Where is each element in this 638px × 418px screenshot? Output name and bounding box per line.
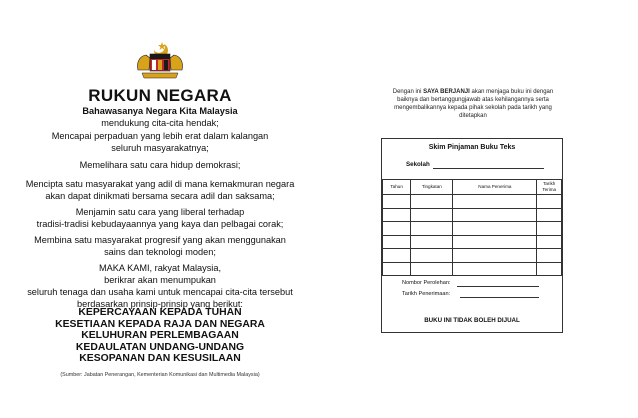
table-cell[interactable]	[537, 262, 562, 276]
acquisition-number-label: Nombor Perolehan:	[402, 280, 451, 286]
column-header: Tarikh Terima	[537, 180, 562, 195]
table-cell[interactable]	[453, 262, 537, 276]
card-title: Skim Pinjaman Buku Teks	[428, 144, 516, 151]
table-cell[interactable]	[453, 195, 537, 209]
table-cell[interactable]	[383, 222, 411, 236]
aim-line: berdasarkan prinsip-prinsip yang berikut:	[77, 299, 243, 309]
table-row	[383, 222, 562, 236]
aim-line: tradisi-tradisi kebudayaannya yang kaya dan pelbagai corak;	[36, 219, 284, 229]
page-title: RUKUN NEGARA	[88, 86, 232, 105]
principle-item: KESETIAAN KEPADA RAJA DAN NEGARA	[55, 318, 265, 330]
aim-3	[0, 178, 320, 202]
aim-line: berikrar akan menumpukan	[104, 275, 216, 285]
aim-line: MAKA KAMI, rakyat Malaysia,	[98, 263, 222, 273]
aim-5	[0, 234, 320, 258]
table-cell[interactable]	[537, 195, 562, 209]
column-header: Tingkatan	[411, 180, 453, 195]
pledge-statement	[382, 88, 564, 120]
table-cell[interactable]	[383, 249, 411, 263]
aim-line: akan dapat dinikmati bersama secara adil dan saksama;	[45, 191, 275, 201]
aim-2	[0, 159, 320, 171]
table-cell[interactable]	[537, 249, 562, 263]
not-for-sale-notice: BUKU INI TIDAK BOLEH DIJUAL	[424, 317, 520, 324]
table-cell[interactable]	[383, 235, 411, 249]
textbook-loan-card	[381, 138, 563, 333]
pledge-suffix: akan menjaga buku ini dengan baiknya dan bertanggungjawab atas kehilangannya serta mengembalikannya kepada pihak sekolah pada tarikh yang ditetapkan	[394, 89, 554, 119]
table-cell[interactable]	[453, 249, 537, 263]
principle-item: KEPERCAYAAN KEPADA TUHAN	[78, 307, 242, 318]
intro-text: mendukung cita-cita hendak;	[101, 118, 219, 128]
principle-item: KELUHURAN PERLEMBAGAAN	[81, 330, 239, 342]
table-row	[383, 249, 562, 263]
table-cell[interactable]	[537, 235, 562, 249]
source-note: (Sumber: Jabatan Penerangan, Kementerian Komunikasi dan Multimedia Malaysia)	[60, 372, 260, 378]
column-header: Tahun	[383, 180, 411, 195]
principle-item: KEDAULATAN UNDANG-UNDANG	[75, 341, 245, 353]
table-cell[interactable]	[383, 208, 411, 222]
column-header: Nama Penerima	[453, 180, 537, 195]
aim-line: Menjamin satu cara yang liberal terhadap	[75, 207, 245, 217]
principles-list	[0, 307, 320, 365]
table-cell[interactable]	[537, 222, 562, 236]
aim-1	[0, 130, 320, 154]
table-row	[383, 208, 562, 222]
table-cell[interactable]	[383, 262, 411, 276]
table-row	[383, 235, 562, 249]
table-cell[interactable]	[411, 249, 453, 263]
table-row	[383, 262, 562, 276]
school-label: Sekolah	[406, 161, 430, 168]
aim-line: Mencapai perpaduan yang lebih erat dalam kalangan	[51, 131, 269, 141]
table-cell[interactable]	[453, 222, 537, 236]
table-cell[interactable]	[411, 235, 453, 249]
loan-table	[382, 179, 562, 276]
malaysia-coat-of-arms-icon	[134, 40, 186, 80]
table-cell[interactable]	[411, 222, 453, 236]
table-cell[interactable]	[453, 235, 537, 249]
school-field[interactable]	[433, 168, 544, 169]
table-cell[interactable]	[411, 262, 453, 276]
aim-line: seluruh tenaga dan usaha kami untuk mencapai cita-cita tersebut	[27, 287, 293, 297]
table-cell[interactable]	[537, 208, 562, 222]
received-date-label: Tarikh Penerimaan:	[402, 291, 451, 297]
aim-line: Membina satu masyarakat progresif yang akan menggunakan	[34, 235, 286, 245]
aim-4	[0, 206, 320, 230]
aim-line: Mencipta satu masyarakat yang adil di mana kemakmuran negara	[25, 179, 295, 189]
pledge-paragraph	[0, 262, 320, 310]
aim-line: Memelihara satu cara hidup demokrasi;	[79, 160, 241, 170]
pledge-prefix: Dengan ini	[392, 89, 424, 95]
pledge-bold: SAYA BERJANJI	[423, 89, 470, 95]
table-cell[interactable]	[453, 208, 537, 222]
received-date-field[interactable]	[460, 297, 539, 298]
table-cell[interactable]	[411, 208, 453, 222]
acquisition-number-field[interactable]	[457, 286, 539, 287]
table-cell[interactable]	[411, 195, 453, 209]
intro-heading: Bahawasanya Negara Kita Malaysia	[82, 106, 238, 116]
aim-line: sains dan teknologi moden;	[104, 247, 216, 257]
table-cell[interactable]	[383, 195, 411, 209]
table-row	[383, 195, 562, 209]
principle-item: KESOPANAN DAN KESUSILAAN	[79, 353, 241, 365]
aim-line: seluruh masyarakatnya;	[111, 143, 209, 153]
